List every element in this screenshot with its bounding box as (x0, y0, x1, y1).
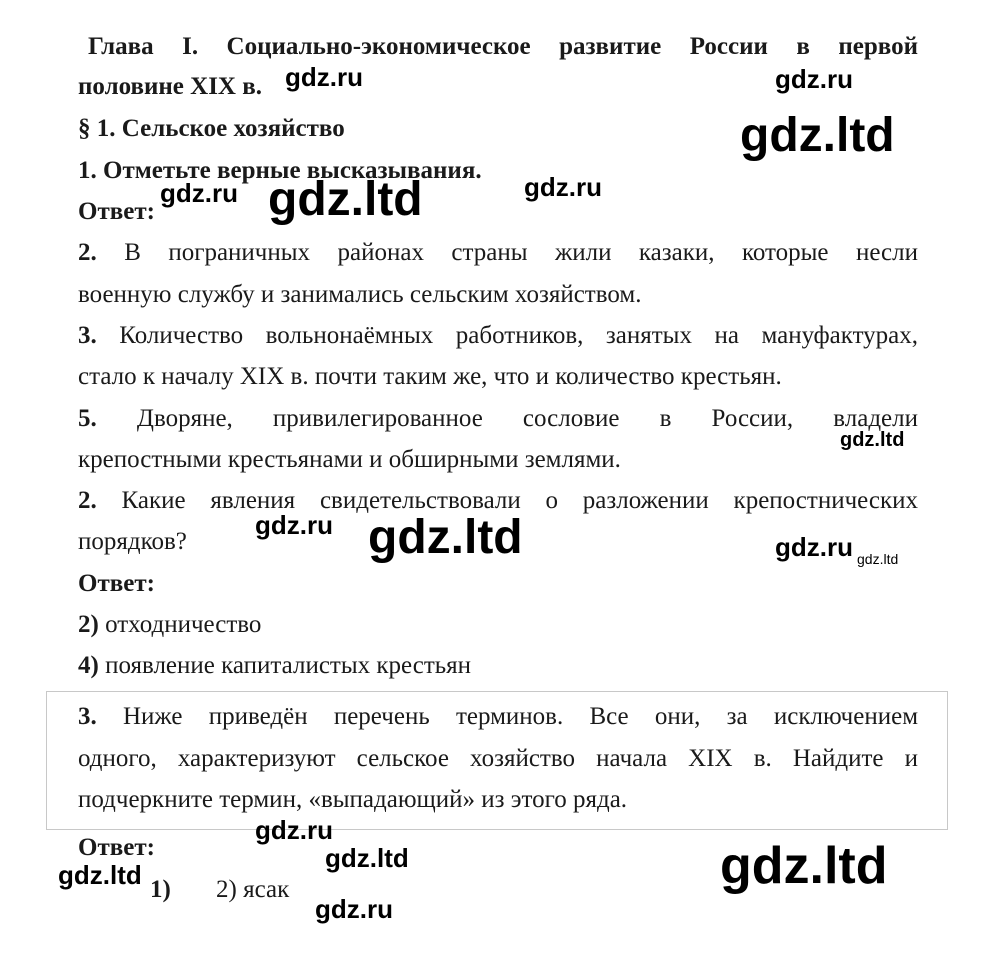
task3-text-line1: Ниже приведён перечень терминов. Все они, за исключением (123, 703, 919, 730)
task3-line1 (78, 702, 918, 732)
statement-5-line2: крепостными крестьянами и обширными землями. (78, 446, 621, 473)
task2-answer-text: отходничество (105, 611, 262, 638)
task1-answer-label: Ответ: (78, 198, 155, 225)
watermark-gdz-ltd: gdz.ltd (325, 843, 409, 873)
task3-line2: одного, характеризуют сельское хозяйство начала XIX в. Найдите и (78, 745, 918, 772)
watermark-gdz-ru: gdz.ru (160, 178, 238, 208)
statement-2-line2: военную службу и занимались сельским хозяйством. (78, 281, 642, 308)
watermark-gdz-ru: gdz.ru (255, 510, 333, 540)
watermark-gdz-ru: gdz.ru (775, 532, 853, 562)
statement-3-line1 (78, 321, 918, 351)
task3-number: 3. (78, 703, 97, 730)
task2-answer-number: 2) (78, 611, 99, 638)
statement-5-number: 5. (78, 405, 97, 432)
statement-3-text: Количество вольнонаёмных работников, занятых на мануфактурах, (119, 322, 919, 349)
watermark-gdz-ltd: gdz.ltd (740, 109, 895, 162)
section-title: § 1. Сельское хозяйство (78, 115, 345, 142)
watermark-gdz-ru: gdz.ru (524, 172, 602, 202)
task2-answer-item (78, 651, 471, 681)
watermark-gdz-ltd: gdz.ltd (840, 429, 905, 451)
watermark-gdz-ltd: gdz.ltd (368, 511, 523, 564)
watermark-gdz-ltd: gdz.ltd (58, 860, 142, 890)
task3-answer-label: Ответ: (78, 834, 155, 861)
watermark-gdz-ltd: gdz.ltd (857, 551, 899, 567)
statement-5-line1 (78, 404, 918, 434)
statement-2-number: 2. (78, 239, 97, 266)
watermark-gdz-ru: gdz.ru (255, 815, 333, 845)
watermark-gdz-ru: gdz.ru (315, 894, 393, 924)
statement-3-number: 3. (78, 322, 97, 349)
task3-answer-number: 1) (150, 876, 171, 903)
statement-2-text: В пограничных районах страны жили казаки, которые несли (124, 239, 918, 266)
task2-answer-number: 4) (78, 652, 99, 679)
chapter-title-line2: половине XIX в. (78, 73, 262, 100)
watermark-gdz-ru: gdz.ru (285, 62, 363, 92)
watermark-gdz-ltd: gdz.ltd (720, 837, 888, 895)
watermark-gdz-ru: gdz.ru (775, 64, 853, 94)
task2-question-text: Какие явления свидетельствовали о разложении крепостнических (121, 487, 918, 514)
task1-question: 1. Отметьте верные высказывания. (78, 157, 482, 184)
task3-line3: подчеркните термин, «выпадающий» из этого ряда. (78, 786, 628, 813)
task3-answer-text: 2) ясак (216, 876, 290, 903)
statement-5-text: Дворяне, привилегированное сословие в России, владели (136, 405, 919, 432)
watermark-gdz-ltd: gdz.ltd (268, 173, 423, 226)
task2-answer-item (78, 610, 261, 640)
task2-answer-text: появление капиталистых крестьян (105, 652, 472, 679)
task2-question-line2: порядков? (78, 528, 187, 555)
statement-3-line2: стало к началу XIX в. почти таким же, что и количество крестьян. (78, 363, 782, 390)
task2-answer-label: Ответ: (78, 570, 155, 597)
statement-2-line1 (78, 238, 918, 268)
task2-number: 2. (78, 487, 97, 514)
chapter-title-line1: Глава I. Социально-экономическое развитие России в первой (88, 33, 918, 60)
